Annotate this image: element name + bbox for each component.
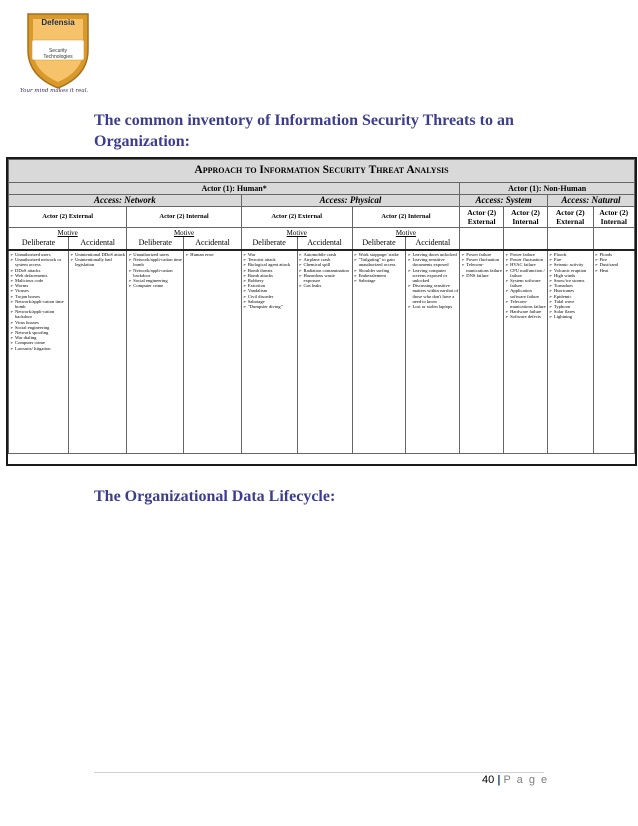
threat-item: ➢ Fire: [595, 257, 633, 262]
threat-list-cell: [593, 250, 634, 454]
motive-label: Motive: [9, 228, 127, 238]
threat-item: ➢ Viruses: [10, 288, 67, 293]
threat-item: ➢ Tidal wave: [549, 299, 592, 304]
page-word: P a g e: [503, 774, 549, 786]
threat-item: ➢ Network spoofing: [10, 330, 67, 335]
threat-item: ➢ Biological agent attack: [243, 262, 296, 267]
footer-divider: [94, 772, 544, 773]
threat-analysis-table: [8, 159, 635, 454]
threat-item: ➢ Computer crime: [128, 283, 182, 288]
threat-item: ➢ Network/appli-cation backdoor: [128, 268, 182, 278]
access-network-header: Access: Network: [9, 195, 242, 207]
threat-item: ➢ Unauthorized users: [128, 252, 182, 257]
threat-item: ➢ Snow/ice storms: [549, 278, 592, 283]
threat-item: ➢ Sabotage: [243, 299, 296, 304]
threat-item: ➢ War dialing: [10, 335, 67, 340]
threat-item: ➢ Typhoon: [549, 304, 592, 309]
threat-item: ➢ Radiation contamination: [299, 268, 351, 273]
threat-item: ➢ Trojan horses: [10, 294, 67, 299]
section-heading-threats: The common inventory of Information Security Threats to an Organization:: [94, 112, 514, 150]
threat-item: ➢ Epidemic: [549, 294, 592, 299]
threat-item: ➢ Bomb threats: [243, 268, 296, 273]
threat-list-cell: [504, 250, 548, 454]
threat-item: ➢ Terrorist attack: [243, 257, 296, 262]
accidental-label: Accidental: [406, 237, 460, 250]
deliberate-label: Deliberate: [241, 237, 297, 250]
threat-item: ➢ "Tailgating" to gain unauthorized access: [354, 257, 405, 267]
threat-item: ➢ Power failure: [505, 252, 546, 257]
threat-list-cell: [547, 250, 593, 454]
motive-label: Motive: [127, 228, 242, 238]
threat-item: ➢ Gas leaks: [299, 283, 351, 288]
threat-list-cell: [352, 250, 406, 454]
logo-subtitle: Security Technologies: [43, 48, 73, 60]
deliberate-label: Deliberate: [127, 237, 184, 250]
threat-item: ➢ Civil disorder: [243, 294, 296, 299]
threat-list-cell: [241, 250, 297, 454]
page-number-separator: |: [497, 774, 501, 786]
section-heading-lifecycle: The Organizational Data Lifecycle:: [94, 488, 336, 505]
threat-item: ➢ Heat: [595, 268, 633, 273]
threat-item: ➢ Web defacements: [10, 273, 67, 278]
threat-item: ➢ System software failure: [505, 278, 546, 288]
threat-item: ➢ Telecom-munications failure: [461, 262, 502, 272]
threat-item: ➢ Work stoppage/ strike: [354, 252, 405, 257]
actor2-physical-external: Actor (2) External: [241, 207, 352, 228]
threat-item: ➢ Discussing sensitive matters within earshot of those who don't have a need to know: [407, 283, 458, 304]
threat-item: ➢ DDoS attacks: [10, 268, 67, 273]
logo-name: Defensia: [41, 18, 75, 27]
threat-analysis-figure: [6, 157, 637, 466]
motive-label: Motive: [352, 228, 460, 238]
threat-list-cell: [406, 250, 460, 454]
actor1-nonhuman-header: Actor (1): Non-Human: [460, 183, 635, 195]
threat-item: ➢ Shoulder surfing: [354, 268, 405, 273]
threat-item: ➢ Hurricanes: [549, 288, 592, 293]
threat-item: ➢ Embezzlement: [354, 273, 405, 278]
threat-item: ➢ Extortion: [243, 283, 296, 288]
actor2-physical-internal: Actor (2) Internal: [352, 207, 460, 228]
threat-item: ➢ Leaving doors unlocked: [407, 252, 458, 257]
threat-item: ➢ Automobile crash: [299, 252, 351, 257]
page-number-value: 40: [482, 774, 495, 786]
threat-item: ➢ Software defects: [505, 314, 546, 319]
threat-item: ➢ Malicious code: [10, 278, 67, 283]
threat-item: ➢ Leaving computer screens exposed or unlocked: [407, 268, 458, 284]
threat-item: ➢ Bomb attacks: [243, 273, 296, 278]
threat-list-cell: [297, 250, 352, 454]
actor2-natural-external: Actor (2) External: [547, 207, 593, 228]
accidental-label: Accidental: [297, 237, 352, 250]
threat-item: ➢ DNS failure: [461, 273, 502, 278]
threat-item: ➢ Virus hoaxes: [10, 320, 67, 325]
threat-item: ➢ High winds: [549, 273, 592, 278]
threat-item: ➢ Floods: [549, 252, 592, 257]
threat-item: ➢ Sabotage: [354, 278, 405, 283]
threat-item: ➢ Solar flares: [549, 309, 592, 314]
threat-item: ➢ Hardware failure: [505, 309, 546, 314]
access-physical-header: Access: Physical: [241, 195, 459, 207]
threat-item: ➢ Leaving sensitive documents exposed: [407, 257, 458, 267]
threat-list-cell: [69, 250, 127, 454]
actor2-network-internal: Actor (2) Internal: [127, 207, 242, 228]
threat-item: ➢ Network/appli-cation backdoor: [10, 309, 67, 319]
threat-list-cell: [127, 250, 184, 454]
threat-item: ➢ Social engineering: [128, 278, 182, 283]
threat-item: ➢ Network/appli-cation time bomb: [128, 257, 182, 267]
threat-item: ➢ Social engineering: [10, 325, 67, 330]
accidental-label: Accidental: [184, 237, 242, 250]
threat-item: ➢ Lawsuits/ litigation: [10, 346, 67, 351]
deliberate-label: Deliberate: [352, 237, 406, 250]
threat-item: ➢ Power fluctuation: [505, 257, 546, 262]
threat-list-cell: [184, 250, 242, 454]
threat-item: ➢ Fire: [549, 257, 592, 262]
threat-item: ➢ Robbery: [243, 278, 296, 283]
threat-item: ➢ Hazardous waste exposure: [299, 273, 351, 283]
threat-item: ➢ Network/appli-cation time bomb: [10, 299, 67, 309]
threat-list-cell: [460, 250, 504, 454]
figure-title: Approach to Information Security Threat Analysis: [9, 160, 635, 183]
company-logo: [22, 10, 94, 90]
threat-item: ➢ Lost or stolen laptops: [407, 304, 458, 309]
logo-tagline: Your mind makes it real.: [20, 88, 89, 94]
actor2-system-internal: Actor (2) Internal: [504, 207, 548, 228]
threat-item: ➢ Unintentionally bad legislation: [70, 257, 125, 267]
threat-item: ➢ Unauthorized network or system access: [10, 257, 67, 267]
threat-item: ➢ Airplane crash: [299, 257, 351, 262]
actor2-network-external: Actor (2) External: [9, 207, 127, 228]
threat-item: ➢ Dust/sand: [595, 262, 633, 267]
threat-item: ➢ Computer crime: [10, 340, 67, 345]
threat-item: ➢ Human error: [185, 252, 240, 257]
actor2-system-external: Actor (2) External: [460, 207, 504, 228]
threat-item: ➢ Floods: [595, 252, 633, 257]
threat-item: ➢ CPU malfunction / failure: [505, 268, 546, 278]
threat-item: ➢ Power fluctuation: [461, 257, 502, 262]
threat-item: ➢ Unauthorized users: [10, 252, 67, 257]
actor1-human-header: Actor (1): Human*: [9, 183, 460, 195]
threat-item: ➢ Tornadoes: [549, 283, 592, 288]
threat-item: ➢ Application software failure: [505, 288, 546, 298]
threat-item: ➢ Lightning: [549, 314, 592, 319]
threat-item: ➢ "Dumpster diving": [243, 304, 296, 309]
deliberate-label: Deliberate: [9, 237, 69, 250]
threat-item: ➢ HVAC failure: [505, 262, 546, 267]
threat-list-cell: [9, 250, 69, 454]
motive-label: Motive: [241, 228, 352, 238]
threat-item: ➢ Chemical spill: [299, 262, 351, 267]
actor2-natural-internal: Actor (2) Internal: [593, 207, 634, 228]
threat-item: ➢ Volcanic eruption: [549, 268, 592, 273]
page-number: [482, 774, 549, 786]
threat-item: ➢ Vandalism: [243, 288, 296, 293]
access-system-header: Access: System: [460, 195, 548, 207]
threat-item: ➢ Power failure: [461, 252, 502, 257]
threat-item: ➢ Worms: [10, 283, 67, 288]
access-natural-header: Access: Natural: [547, 195, 634, 207]
accidental-label: Accidental: [69, 237, 127, 250]
threat-item: ➢ Telecom-munications failure: [505, 299, 546, 309]
threat-item: ➢ Unintentional DDoS attack: [70, 252, 125, 257]
threat-item: ➢ War: [243, 252, 296, 257]
threat-item: ➢ Seismic activity: [549, 262, 592, 267]
